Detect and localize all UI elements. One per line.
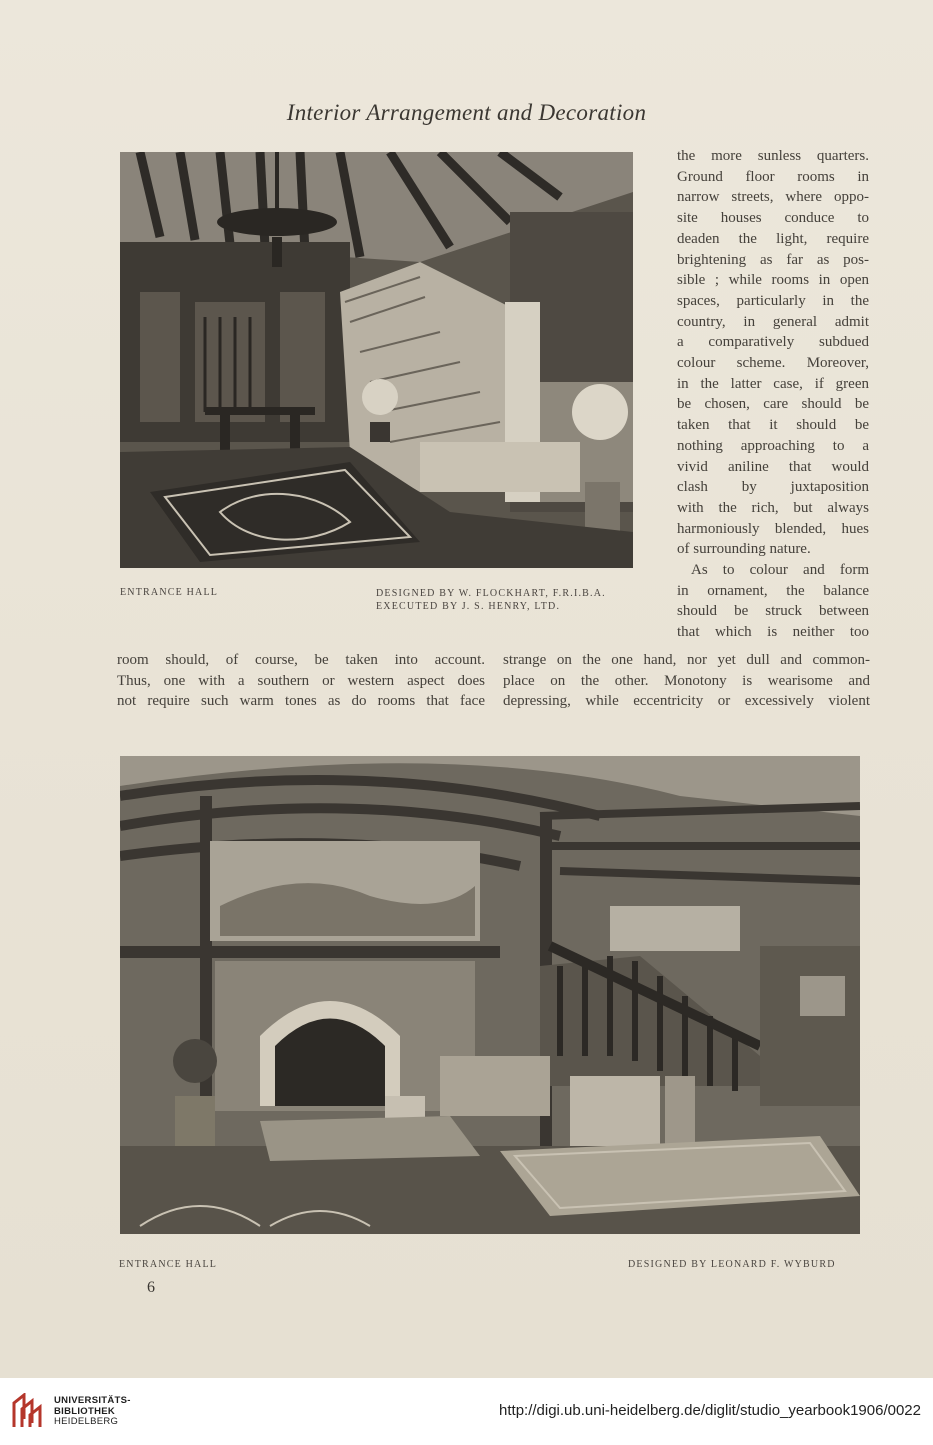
bottom-photo-designer-credit: DESIGNED BY LEONARD F. WYBURD [628, 1259, 836, 1270]
text-line: deaden the light, require [677, 230, 869, 247]
text-line: harmoniously blended, hues [677, 520, 869, 537]
text-line: room should, of course, be taken into account. [117, 652, 485, 668]
text-line: depressing, while eccentricity or excessively violent [503, 693, 870, 710]
text-line: site houses conduce to [677, 210, 869, 227]
text-line: As to colour and form [691, 562, 869, 579]
bottom-photo-caption-title: ENTRANCE HALL [119, 1259, 218, 1270]
entrance-hall-photo-flockhart [120, 152, 633, 568]
text-line: Thus, one with a southern or western aspect does [117, 672, 485, 689]
text-line: in ornament, the balance [677, 582, 869, 599]
text-line: that which is neither too [677, 624, 869, 641]
top-photo-caption-credits [376, 587, 606, 613]
left-column-text-bottom [117, 650, 485, 712]
library-name [54, 1396, 131, 1428]
text-line: Ground floor rooms in [677, 168, 869, 185]
entrance-hall-illustration-wyburd [120, 756, 860, 1234]
page-number: 6 [147, 1279, 155, 1296]
library-logo-icon [12, 1393, 46, 1429]
text-line: clash by juxtaposition [677, 479, 869, 496]
text-line: strange on the one hand, nor yet dull and common- [503, 652, 870, 668]
library-name-line: HEIDELBERG [54, 1416, 119, 1427]
text-line: in the latter case, if green [677, 375, 869, 392]
text-line: the more sunless quarters. [677, 148, 869, 164]
text-line: brightening as far as pos- [677, 251, 869, 268]
right-column-text-top [677, 146, 869, 643]
top-photo-caption-title: ENTRANCE HALL [120, 587, 219, 598]
top-photo-designer-credit: DESIGNED BY W. FLOCKHART, F.R.I.B.A. [376, 588, 606, 599]
text-line: with the rich, but always [677, 499, 869, 516]
text-line: should be struck between [677, 603, 869, 620]
text-line: taken that it should be [677, 417, 869, 434]
library-footer [0, 1378, 933, 1445]
text-line: narrow streets, where oppo- [677, 189, 869, 206]
text-line: a comparatively subdued [677, 334, 869, 351]
text-line: sible ; while rooms in open [677, 272, 869, 289]
text-line: nothing approaching to a [677, 437, 869, 454]
text-line: spaces, particularly in the [677, 292, 869, 309]
text-line: place on the other. Monotony is wearisome and [503, 672, 870, 689]
text-line: not require such warm tones as do rooms that face [117, 693, 485, 710]
library-name-line: BIBLIOTHEK [54, 1405, 116, 1417]
source-url-link[interactable]: http://digi.ub.uni-heidelberg.de/diglit/studio_yearbook1906/0022 [499, 1402, 921, 1419]
top-photo-executor-credit: EXECUTED BY J. S. HENRY, LTD. [376, 601, 561, 612]
text-line: country, in general admit [677, 313, 869, 330]
library-name-line: UNIVERSITÄTS- [54, 1395, 131, 1406]
running-title: Interior Arrangement and Decoration [286, 100, 647, 125]
text-line: colour scheme. Moreover, [677, 355, 869, 372]
text-line: vivid aniline that would [677, 458, 869, 475]
right-column-text-bottom [503, 650, 870, 712]
text-line: be chosen, care should be [677, 396, 869, 413]
text-line: of surrounding nature. [677, 541, 811, 558]
